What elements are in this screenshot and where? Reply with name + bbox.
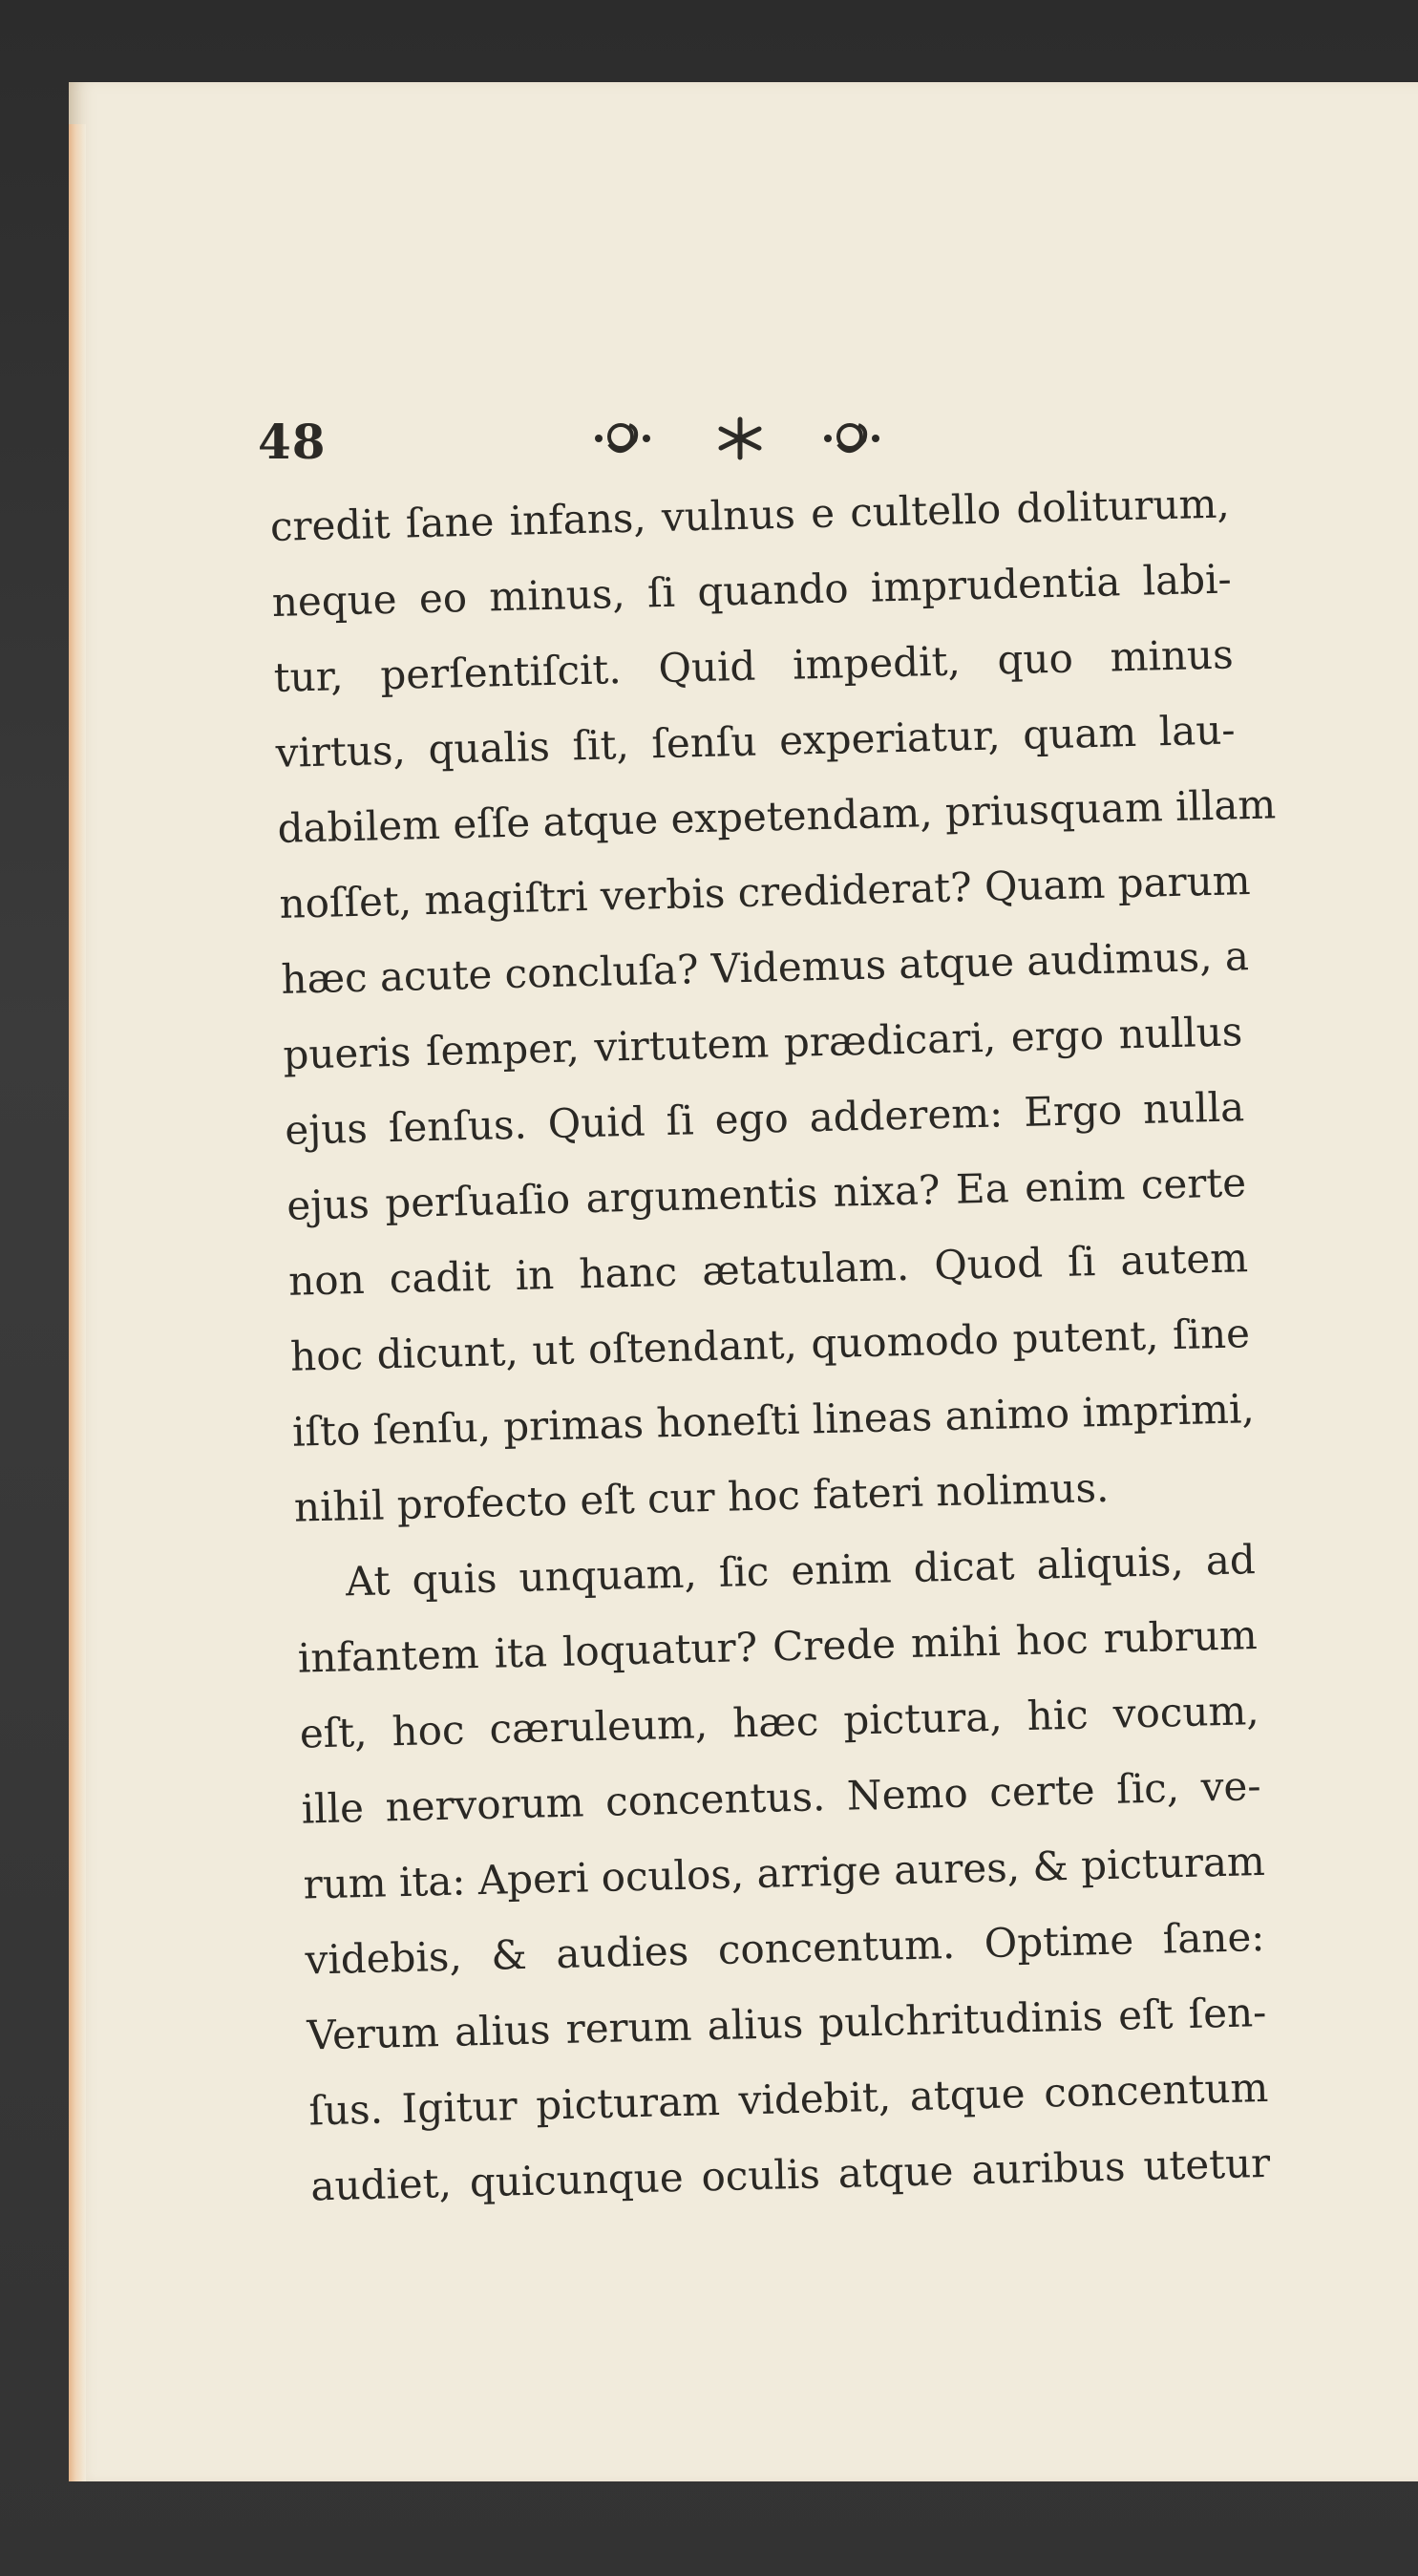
text-line: videbis, & audies concentum. Optime ſane: [305, 1912, 1265, 1984]
text-line: infantem ita loquatur? Crede mihi hoc rubrum [297, 1611, 1259, 1682]
text-line: ejus ſenſus. Quid ſi ego adderem: Ergo nulla [284, 1083, 1245, 1154]
text-line: virtus, qualis ſit, ſenſu experiatur, quam lau- [275, 706, 1237, 777]
text-line: iſto ſenſu, primas honeſti lineas animo imprimi, [291, 1385, 1256, 1456]
page-number: 48 [258, 414, 327, 470]
text-line: neque eo minus, ſi quando imprudentia labi- [271, 555, 1233, 626]
text-line: ejus perſuaſio argumentis nixa? Ea enim certe [286, 1159, 1247, 1229]
text-line: audiet, quicunque oculis atque auribus utetur [309, 2139, 1271, 2210]
text-line: nihil profecto eſt cur hoc fateri nolimus. [293, 1463, 1110, 1531]
text-line: At quis unquam, ſic enim dicat aliquis, ad [345, 1536, 1257, 1606]
text-line: eſt, hoc cæruleum, hæc pictura, hic vocum, [299, 1687, 1260, 1757]
text-line: hoc dicunt, ut oſtendant, quomodo putent, ſine [289, 1309, 1251, 1380]
text-line: hæc acute concluſa? Videmus atque audimus, a [280, 932, 1250, 1003]
text-line: non cadit in hanc ætatulam. Quod ſi autem [287, 1234, 1249, 1305]
text-line: ſus. Igitur picturam videbit, atque concentum [307, 2063, 1269, 2135]
body-text [269, 465, 1276, 2224]
text-line: noſſet, magiſtri verbis crediderat? Quam parum [279, 857, 1252, 927]
text-line: tur, perſentiſcit. Quid impedit, quo minus [273, 630, 1235, 701]
text-line: pueris ſemper, virtutem prædicari, ergo nullus [282, 1008, 1243, 1078]
text-line: rum ita: Aperi oculos, arrige aures, & picturam [303, 1837, 1266, 1908]
fleuron-star-ornament-icon [578, 406, 921, 473]
text-line: Verum alius rerum alius pulchritudinis eſt ſen- [306, 1988, 1267, 2059]
text-line: ille nervorum concentus. Nemo certe ſic, ve- [301, 1762, 1262, 1833]
page-edge [69, 124, 86, 2481]
text-line: dabilem eſſe atque expetendam, priusquam illam [277, 780, 1277, 852]
text-line: credit ſane infans, vulnus e cultello doliturum, [269, 479, 1231, 550]
